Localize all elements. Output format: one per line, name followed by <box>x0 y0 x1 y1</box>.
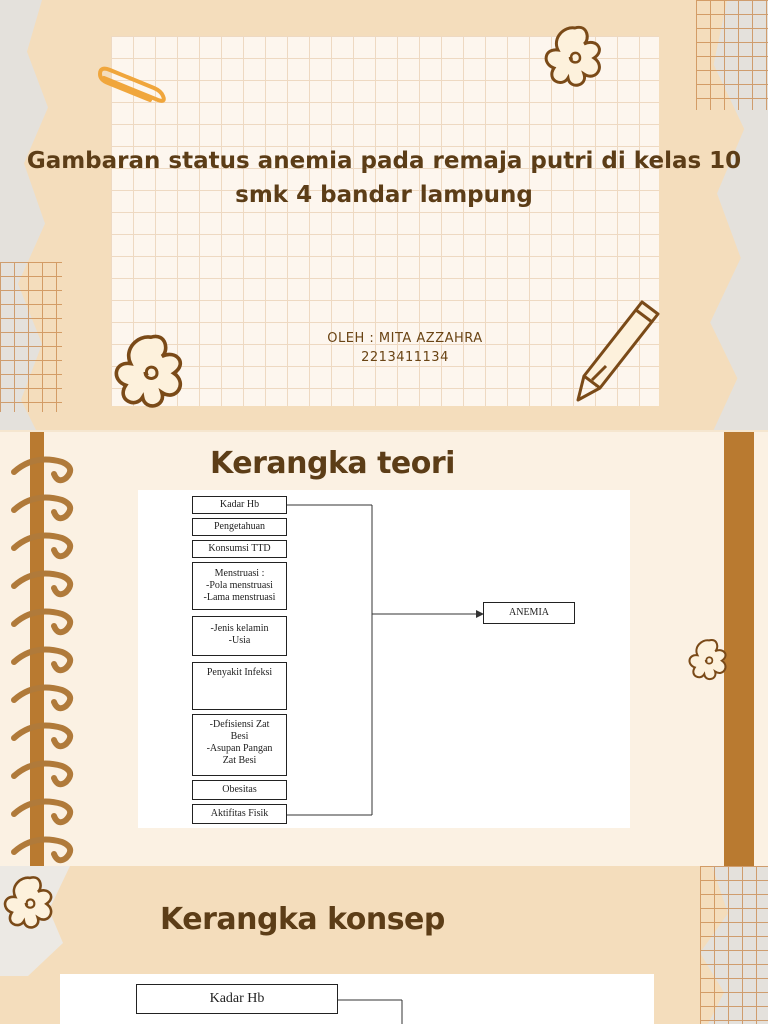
factor-box: Aktifitas Fisik <box>192 804 287 824</box>
student-id: 2213411134 <box>361 350 449 365</box>
flower-icon <box>538 22 612 92</box>
factor-box: Menstruasi : -Pola menstruasi -Lama menstruasi <box>192 562 287 610</box>
title-slide <box>0 0 768 430</box>
factor-box: Kadar Hb <box>136 984 338 1014</box>
concept-framework-slide <box>0 866 768 1024</box>
presentation-title: Gambaran status anemia pada remaja putri di kelas 10 smk 4 bandar lampung <box>26 148 742 208</box>
factor-box: Kadar Hb <box>192 496 287 514</box>
pencil-icon <box>570 296 666 408</box>
factor-box: Konsumsi TTD <box>192 540 287 558</box>
theory-framework-slide <box>0 432 768 866</box>
factor-box: Pengetahuan <box>192 518 287 536</box>
author-name: OLEH : MITA AZZAHRA <box>327 331 483 346</box>
paperclip-icon <box>96 66 172 110</box>
factor-box: -Jenis kelamin -Usia <box>192 616 287 656</box>
outcome-box: ANEMIA <box>483 602 575 624</box>
slide-title: Kerangka konsep <box>160 902 445 937</box>
connector-lines <box>0 432 768 866</box>
factor-box: Penyakit Infeksi <box>192 662 287 710</box>
slide-title: Kerangka teori <box>210 446 455 481</box>
author-block <box>300 329 510 367</box>
grid-patch-top-right <box>696 0 768 110</box>
connector-lines <box>0 866 768 1024</box>
factor-box: -Defisiensi Zat Besi -Asupan Pangan Zat Besi <box>192 714 287 776</box>
factor-box: Obesitas <box>192 780 287 800</box>
flower-icon <box>106 330 196 414</box>
grid-patch-left <box>0 262 62 412</box>
